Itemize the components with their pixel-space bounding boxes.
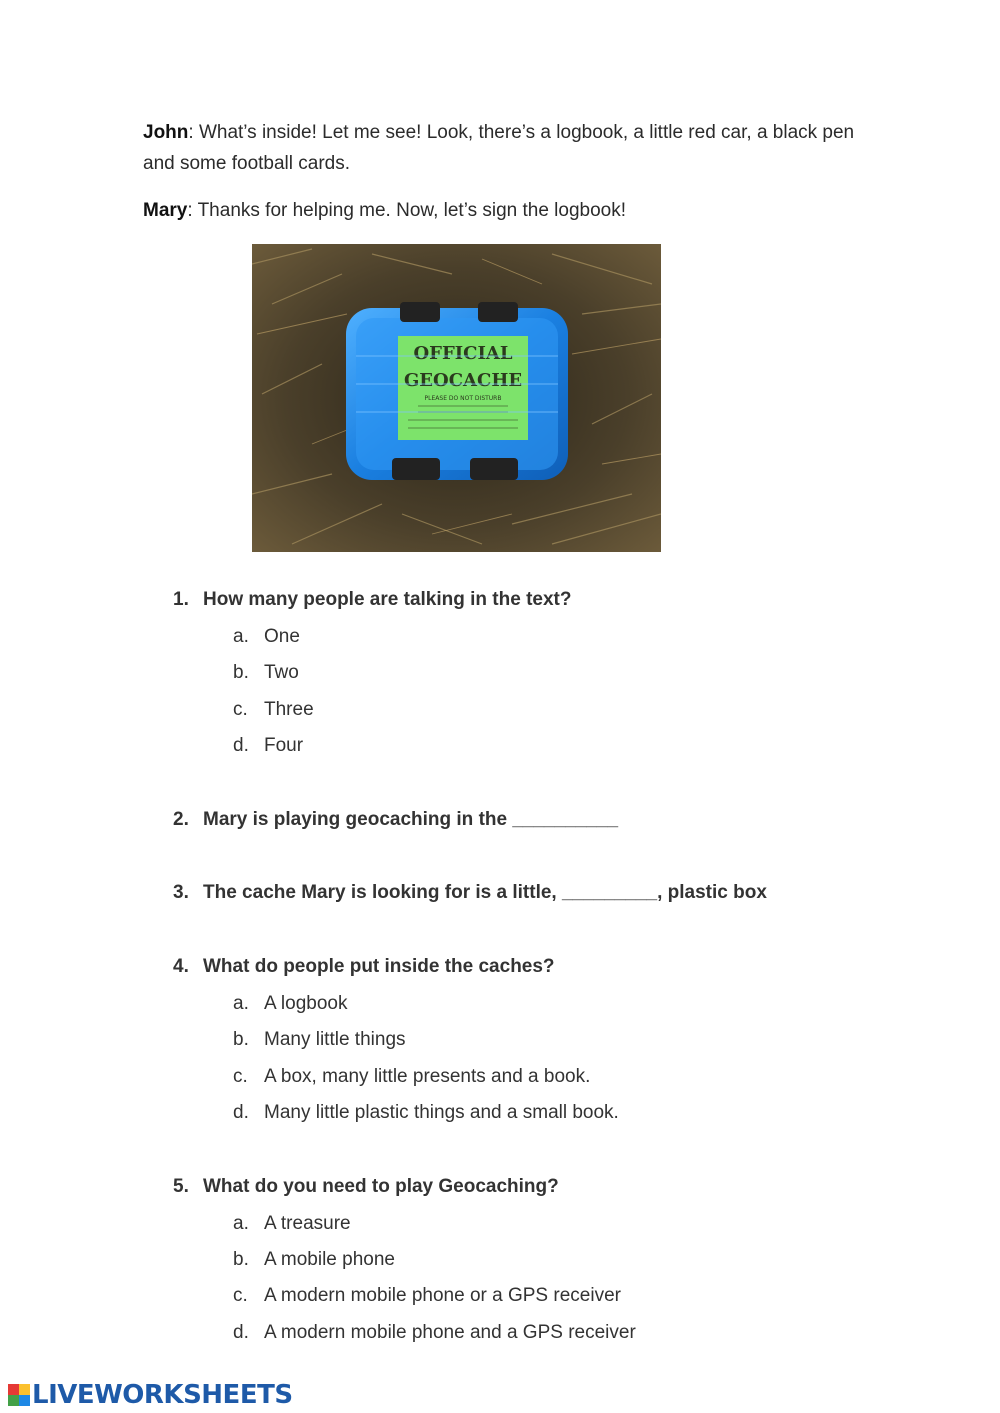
dialog-line-mary — [143, 195, 863, 226]
q1-option-a[interactable] — [233, 624, 300, 650]
option-letter: b. — [233, 662, 249, 683]
question-5 — [173, 1174, 559, 1200]
q4-option-b[interactable] — [233, 1027, 406, 1053]
question-3[interactable] — [173, 880, 767, 906]
q4-option-a[interactable] — [233, 991, 347, 1017]
dialog-text: : What’s inside! Let me see! Look, there’s a logbook, a little red car, a black pen and some football cards. — [143, 122, 855, 174]
question-number: 2. — [173, 809, 189, 830]
question-text: The cache Mary is looking for is a little, _________, plastic box — [203, 882, 767, 903]
speaker-name: Mary — [143, 200, 188, 221]
question-text: Mary is playing geocaching in the __________ — [203, 809, 619, 830]
option-text: Three — [264, 699, 314, 720]
option-letter: d. — [233, 735, 249, 756]
q5-option-b[interactable] — [233, 1247, 395, 1273]
q4-option-d[interactable] — [233, 1100, 619, 1126]
option-letter: c. — [233, 699, 248, 720]
option-letter: b. — [233, 1249, 249, 1270]
q4-option-c[interactable] — [233, 1064, 590, 1090]
liveworksheets-logo[interactable] — [8, 1380, 293, 1410]
q1-option-b[interactable] — [233, 660, 299, 686]
option-letter: d. — [233, 1322, 249, 1343]
question-4 — [173, 954, 555, 980]
label-geocache: GEOCACHE — [403, 370, 523, 391]
option-text: One — [264, 626, 300, 647]
option-text: A treasure — [264, 1213, 351, 1234]
question-number: 4. — [173, 956, 189, 977]
question-number: 3. — [173, 882, 189, 903]
option-text: Four — [264, 735, 304, 756]
option-text: Two — [264, 662, 299, 683]
label-official: OFFICIAL — [413, 343, 513, 364]
option-text: A mobile phone — [264, 1249, 395, 1270]
question-number: 5. — [173, 1176, 189, 1197]
option-text: A box, many little presents and a book. — [264, 1066, 591, 1087]
question-text: What do you need to play Geocaching? — [203, 1176, 559, 1197]
logo-text: LIVEWORKSHEETS — [32, 1380, 293, 1410]
option-letter: c. — [233, 1066, 248, 1087]
q1-option-d[interactable] — [233, 733, 303, 759]
option-letter: a. — [233, 626, 249, 647]
option-text: Many little plastic things and a small book. — [264, 1102, 619, 1123]
dialog-text: : Thanks for helping me. Now, let’s sign the logbook! — [187, 200, 627, 221]
label-notice: PLEASE DO NOT DISTURB — [424, 395, 502, 402]
question-2[interactable] — [173, 807, 618, 833]
question-text: What do people put inside the caches? — [203, 956, 555, 977]
logo-cubes-icon — [8, 1384, 30, 1406]
question-1 — [173, 587, 571, 613]
option-letter: c. — [233, 1285, 248, 1306]
option-text: A logbook — [264, 993, 348, 1014]
option-text: Many little things — [264, 1029, 406, 1050]
option-letter: d. — [233, 1102, 249, 1123]
speaker-name: John — [143, 122, 189, 143]
dialog-line-john — [143, 117, 863, 179]
q5-option-c[interactable] — [233, 1283, 621, 1309]
geocache-photo — [252, 244, 661, 552]
q5-option-a[interactable] — [233, 1211, 351, 1237]
option-letter: b. — [233, 1029, 249, 1050]
option-text: A modern mobile phone and a GPS receiver — [264, 1322, 636, 1343]
option-letter: a. — [233, 1213, 249, 1234]
option-text: A modern mobile phone or a GPS receiver — [264, 1285, 621, 1306]
q1-option-c[interactable] — [233, 697, 314, 723]
option-letter: a. — [233, 993, 249, 1014]
q5-option-d[interactable] — [233, 1320, 636, 1346]
question-number: 1. — [173, 589, 189, 610]
question-text: How many people are talking in the text? — [203, 589, 572, 610]
